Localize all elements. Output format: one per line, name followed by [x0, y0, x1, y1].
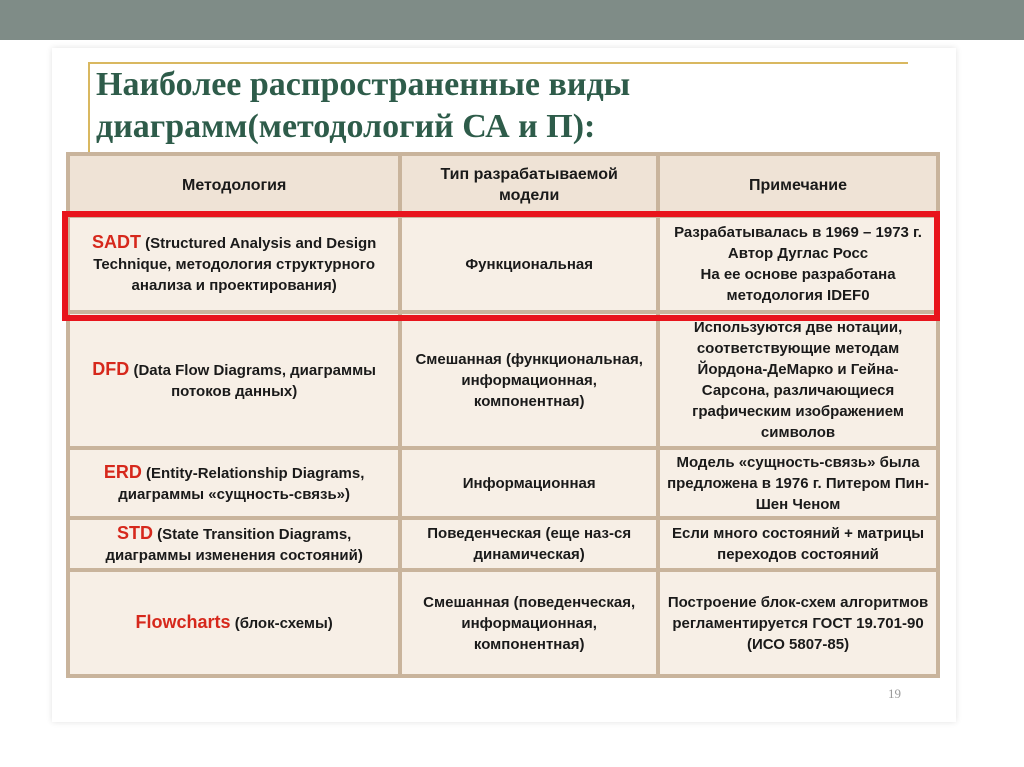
note-cell: Построение блок-схем алгоритмов регламентируется ГОСТ 19.701-90 (ИСО 5807-85) — [658, 570, 938, 676]
note-cell — [658, 216, 938, 312]
note-line: методология IDEF0 — [726, 287, 870, 304]
note-cell: Модель «сущность-связь» была предложена в 1976 г. Питером Пин-Шен Ченом — [658, 448, 938, 518]
methodology-desc: (Data Flow Diagrams, диаграммы потоков данных) — [129, 361, 376, 400]
note-cell: Используются две нотации, соответствующие методам Йордона-ДеМарко и Гейна-Сарсона, различающиеся графическим изображением символов — [658, 312, 938, 448]
table-row-std — [68, 518, 938, 570]
header-methodology: Методология — [68, 154, 400, 216]
model-type-cell: Смешанная (поведенческая, информационная, компонентная) — [400, 570, 658, 676]
note-cell: Если много состояний + матрицы переходов состояний — [658, 518, 938, 570]
methodology-desc: (Entity-Relationship Diagrams, диаграммы «сущность-связь») — [118, 464, 365, 503]
table-header-row — [68, 154, 938, 216]
note-line: Разрабатывалась в 1969 – 1973 г. — [674, 224, 922, 241]
model-type-cell: Функциональная — [400, 216, 658, 312]
methodology-desc: (Structured Analysis and Design Technique, методология структурного анализа и проектирования) — [93, 235, 377, 294]
top-bar — [0, 0, 1024, 40]
note-line: Автор Дуглас Росс — [727, 245, 869, 262]
header-note: Примечание — [658, 154, 938, 216]
slide-title: Наиболее распространенные виды диаграмм(методологий СА и П): — [96, 66, 631, 145]
methodology-desc: (State Transition Diagrams, диаграммы изменения состояний) — [105, 525, 363, 564]
methodology-abbr: ERD — [103, 461, 142, 482]
page-number: 19 — [888, 686, 901, 701]
methodology-cell — [68, 570, 400, 676]
methodology-abbr: STD — [116, 522, 153, 543]
table-row-sadt — [68, 216, 938, 312]
title-rule-vertical — [88, 62, 90, 152]
methodology-cell — [68, 216, 400, 312]
methodology-cell — [68, 312, 400, 448]
methodology-cell — [68, 448, 400, 518]
model-type-cell: Информационная — [400, 448, 658, 518]
note-line: На ее основе разработана — [700, 266, 896, 283]
model-type-cell: Поведенческая (еще наз-ся динамическая) — [400, 518, 658, 570]
model-type-cell: Смешанная (функциональная, информационная, компонентная) — [400, 312, 658, 448]
methodology-abbr: Flowcharts — [135, 612, 231, 632]
header-model-type: Тип разрабатываемой модели — [400, 154, 658, 216]
methodology-abbr: SADT — [91, 232, 141, 252]
table-row-dfd — [68, 312, 938, 448]
methodology-abbr: DFD — [92, 358, 130, 379]
methodology-table — [66, 152, 940, 678]
table-row-erd — [68, 448, 938, 518]
methodology-desc: (блок-схемы) — [230, 615, 333, 632]
table-row-flowcharts — [68, 570, 938, 676]
methodology-cell — [68, 518, 400, 570]
